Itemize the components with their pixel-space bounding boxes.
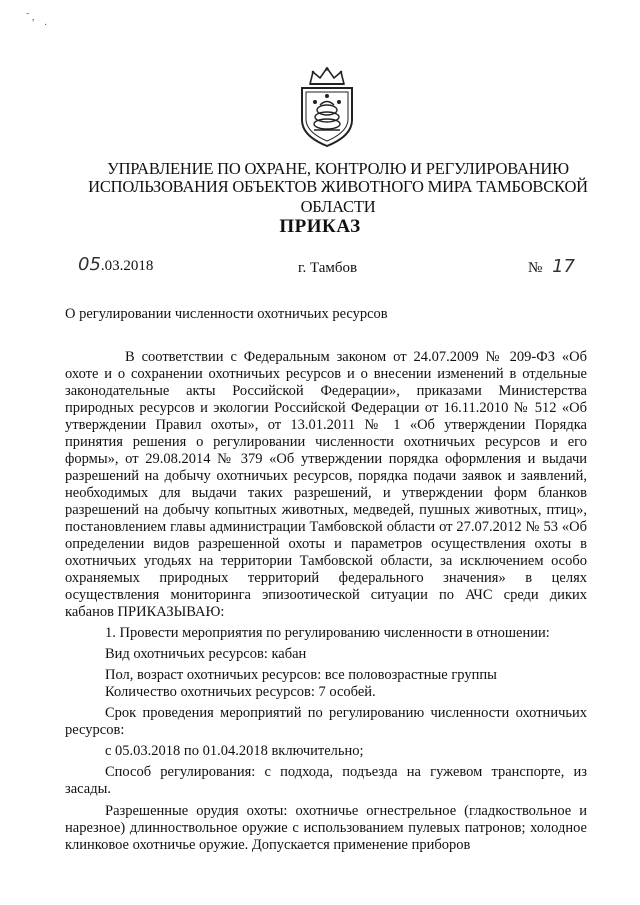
term-label-line: Срок проведения мероприятий по регулированию численности охотничьих ресурсов:	[65, 705, 587, 738]
legal-basis-paragraph: В соответствии с Федеральным законом от 24.07.2009 № 209-ФЗ «Об охоте и о сохранении охотничьих ресурсов и о внесении изменений в отдельные законодательные акты Российской Федерации», приказами Министерства природных ресурсов и экологии Российской Федерации от 16.11.2010 № 512 «Об утверждении Правил охоты», от 13.01.2011 № 1 «Об утверждении Порядка принятия решения о регулировании численности охотничьих ресурсов и его формы», от 29.08.2014 № 379 «Об утверждении порядка оформления и выдачи разрешений на добычу охотничьих ресурсов, порядка подачи заявок и заявлений, необходимых для выдачи таких разрешений, и утверждении форм бланков разрешений на добычу копытных животных, медведей, пушных животных, птиц», постановлением главы администрации Тамбовской области от 27.07.2012 № 53 «Об определении видов разрешенной охоты и параметров осуществления охоты в охотничьих угодьях на территории Тамбовской области, за исключением особо охраняемых природных территорий федерального значения» в целях осуществления мониторинга эпизоотической ситуации по АЧС среди диких кабанов ПРИКАЗЫВАЮ:	[65, 349, 587, 620]
issuer-header-line-1: УПРАВЛЕНИЕ ПО ОХРАНЕ, КОНТРОЛЮ И РЕГУЛИРОВАНИЮ	[107, 159, 569, 178]
sex-age-line: Пол, возраст охотничьих ресурсов: все половозрастные группы	[105, 667, 497, 683]
scan-artifact: ˜ ,	[26, 12, 35, 23]
issuer-header-line-2: ИСПОЛЬЗОВАНИЯ ОБЪЕКТОВ ЖИВОТНОГО МИРА ТАМБОВСКОЙ ОБЛАСТИ	[88, 177, 588, 216]
order-city: г. Тамбов	[298, 260, 358, 276]
method-line: Способ регулирования: с подхода, подъезда на гужевом транспорте, из засады.	[65, 764, 587, 797]
number-label: №	[528, 260, 543, 276]
order-item-1: 1. Провести мероприятия по регулированию численности в отношении:	[105, 625, 550, 641]
coat-of-arms-emblem	[296, 66, 358, 148]
handwritten-number: 17	[552, 256, 575, 277]
order-body	[65, 349, 587, 854]
document-title: ПРИКАЗ	[279, 216, 361, 237]
weapons-paragraph: Разрешенные орудия охоты: охотничье огнестрельное (гладкоствольное и нарезное) длинноствольное оружие с использованием пулевых патронов; холодное клинковое охотничье оружие. Допускается применение приборов	[65, 803, 587, 853]
order-date	[78, 254, 153, 275]
scan-artifact: ·	[44, 20, 48, 31]
printed-month-year: .03.2018	[100, 258, 154, 274]
order-subject: О регулировании численности охотничьих ресурсов	[65, 306, 388, 322]
quantity-line: Количество охотничьих ресурсов: 7 особей.	[105, 684, 376, 700]
handwritten-day: 05	[78, 254, 101, 275]
species-line: Вид охотничьих ресурсов: кабан	[105, 646, 307, 662]
term-value-line: с 05.03.2018 по 01.04.2018 включительно;	[105, 743, 364, 759]
order-number	[528, 256, 575, 277]
